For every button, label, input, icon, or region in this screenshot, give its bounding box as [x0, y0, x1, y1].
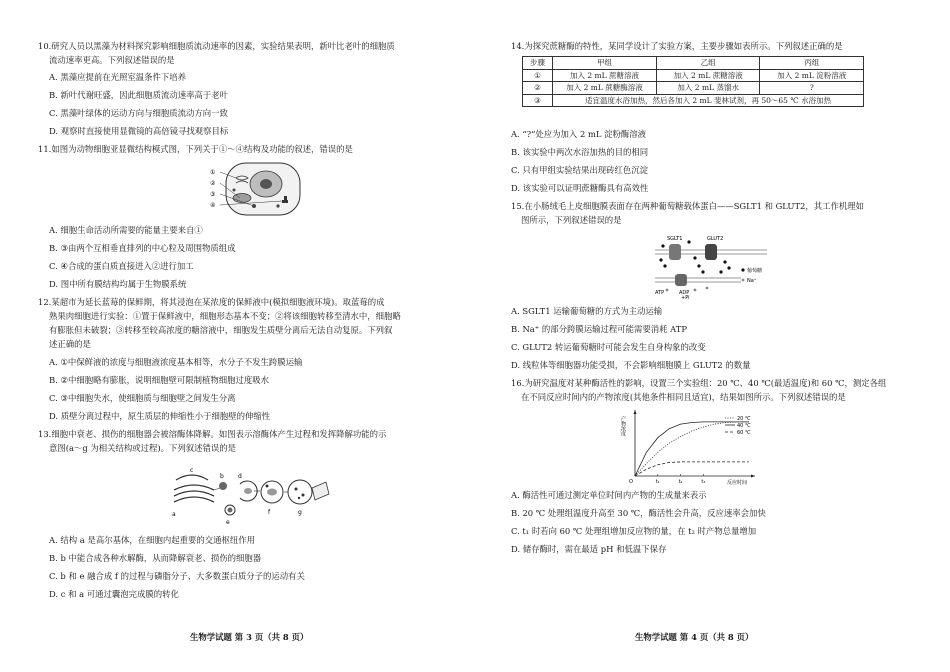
q12-stem-line-1: 12.某超市为延长蓝莓的保鲜期，将其浸泡在某浓度的保鲜液中(模拟细胞液环境)。取蓝莓的成: [38, 297, 385, 307]
table-row: [523, 82, 864, 95]
q14-stem: 14.为探究蔗糖酶的特性，某同学设计了实验方案，主要步骤如表所示。下列叙述正确的是: [511, 41, 843, 51]
lysosome-figure: [168, 460, 334, 526]
table-cell: 加入 2 mL 淀粉溶液: [760, 69, 864, 82]
table-merged-cell: 适宜温度水浴加热，然后各加入 2 mL 斐林试剂，再 50～65 ℃ 水浴加热: [553, 94, 864, 107]
q16-option-d: D. 储存酶时，需在最适 pH 和低温下保存: [511, 544, 667, 554]
page-footer-left: 生物学试题 第 3 页（共 8 页）: [190, 632, 309, 642]
table-cell: 加入 2 mL 蔗糖酶溶液: [553, 82, 657, 95]
q13-label-b: b: [220, 473, 224, 480]
legend-na-label: Na⁺: [747, 278, 757, 284]
chart-legend-label: 40 ℃: [737, 423, 751, 429]
q14-option-d: D. 该实验可以证明蔗糖酶具有高效性: [511, 183, 649, 193]
q16-product-concentration-chart: [621, 406, 761, 486]
table-cell: 加入 2 mL 蔗糖溶液: [553, 69, 657, 82]
q15-option-c: C. GLUT2 转运葡萄糖时可能会发生自身构象的改变: [511, 342, 706, 352]
atp-label: ATP: [655, 290, 665, 296]
q13-label-c: c: [190, 467, 194, 474]
q13-label-f: f: [268, 509, 271, 516]
table-cell: ③: [523, 94, 553, 107]
pi-label: +Pi: [681, 295, 690, 301]
q11-stem: 11.如图为动物细胞亚显微结构模式图，下列关于①～④结构及功能的叙述，错误的是: [38, 144, 353, 154]
q16-option-a: A. 酶活性可通过测定单位时间内产物的生成量来表示: [511, 490, 707, 500]
q15-stem-line-1: 15.在小肠绒毛上皮细胞膜表面存在两种葡萄糖载体蛋白——SGLT1 和 GLUT2，其工作机理如: [511, 201, 865, 211]
q10-option-b: B. 新叶代谢旺盛，因此细胞质流动速率高于老叶: [49, 90, 228, 100]
q16-option-c: C. t₁ 时若向 60 ℃ 处理组增加反应物的量，在 t₂ 时产物总量增加: [511, 526, 757, 536]
q13-label-g: g: [298, 509, 302, 516]
table-row: [523, 94, 864, 107]
q11-label-4: ④: [210, 202, 216, 209]
q10-option-c: C. 黑藻叶绿体的运动方向与细胞质流动方向一致: [49, 108, 228, 118]
q14-option-c: C. 只有甲组实验结果出现砖红色沉淀: [511, 165, 649, 175]
q15-option-b: B. Na⁺ 的部分跨膜运输过程可能需要消耗 ATP: [511, 324, 687, 334]
chart-series-line: [635, 422, 749, 476]
q14-option-a: A. “?”处应为加入 2 mL 淀粉酶溶液: [511, 129, 646, 139]
q15-stem-line-2: 图所示，下列叙述错误的是: [521, 215, 622, 225]
table-cell: ②: [523, 82, 553, 95]
q10-stem-line-1: 10.研究人员以黑藻为材料探究影响细胞质流动速率的因素，实验结果表明，新叶比老叶的细胞质: [38, 41, 395, 51]
q12-option-c: C. ③中细胞失水，使细胞质与细胞壁之间发生分离: [49, 393, 236, 403]
q13-label-a: a: [172, 511, 176, 518]
chart-y-label: 产物浓度: [620, 416, 626, 436]
glut2-label: GLUT2: [707, 236, 724, 242]
table-cell: ?: [760, 82, 864, 95]
chart-x-tick-label: t₃: [701, 479, 706, 485]
q13-label-e: e: [226, 519, 230, 526]
q12-stem-line-2: 熟果肉细胞进行实验：①置于保鲜液中，细胞形态基本不变；②将该细胞转移至清水中，细胞略: [49, 311, 401, 321]
sglt1-protein: [669, 244, 681, 260]
table-cell: 加入 2 mL 蒸馏水: [656, 82, 760, 95]
animal-cell-figure: [208, 158, 304, 218]
chart-series-line: [635, 462, 749, 476]
table-header-cell: 丙组: [760, 57, 864, 70]
glut2-protein: [705, 244, 717, 260]
table-cell: ①: [523, 69, 553, 82]
q12-option-d: D. 质壁分离过程中，原生质层的伸缩性小于细胞壁的伸缩性: [49, 411, 271, 421]
chart-legend-label: 60 ℃: [737, 430, 751, 436]
q13-option-b: B. b 中能合成各种水解酶，从而降解衰老、损伤的细胞器: [49, 553, 262, 563]
q11-label-1: ①: [210, 169, 216, 176]
table-header-row: [523, 57, 864, 70]
q11-option-d: D. 图中所有膜结构均属于生物膜系统: [49, 279, 187, 289]
table-cell: 加入 2 mL 蔗糖溶液: [656, 69, 760, 82]
page-footer-right: 生物学试题 第 4 页（共 8 页）: [635, 632, 754, 642]
q16-option-b: B. 20 ℃ 处理组温度升高至 30 ℃，酶活性会升高，反应速率会加快: [511, 508, 766, 518]
chart-origin-label: O: [629, 479, 633, 485]
lysosome-shape: [219, 482, 227, 490]
table-header-cell: 乙组: [656, 57, 760, 70]
q11-option-a: A. 细胞生命活动所需要的能量主要来自①: [49, 225, 203, 235]
q12-option-b: B. ②中细胞略有膨胀，说明细胞壁可限制植物细胞过度吸水: [49, 375, 269, 385]
legend-glucose-marker: [741, 268, 744, 271]
chart-series-line: [635, 422, 749, 476]
chart-legend-label: 20 ℃: [737, 416, 751, 422]
chart-x-tick-label: t₁: [655, 479, 660, 485]
q15-option-d: D. 线粒体等细胞器功能受损，不会影响细胞膜上 GLUT2 的数量: [511, 360, 751, 370]
q11-option-c: C. ④合成的蛋白质直接进入②进行加工: [49, 261, 194, 271]
page-4: [475, 0, 950, 672]
q12-stem-line-4: 述正确的是: [49, 339, 91, 349]
legend-na-marker: [742, 279, 745, 282]
q13-label-d: d: [238, 473, 242, 480]
q14-experiment-table: [522, 56, 864, 107]
q13-option-c: C. b 和 e 融合成 f 的过程与磷脂分子、大多数蛋白质分子的运动有关: [49, 571, 305, 581]
q15-option-a: A. SGLT1 运输葡萄糖的方式为主动运输: [511, 306, 663, 316]
q10-option-a: A. 黑藻应提前在光照室温条件下培养: [49, 72, 186, 82]
table-row: [523, 69, 864, 82]
glucose-transporter-figure: [655, 232, 767, 300]
table-header-cell: 甲组: [553, 57, 657, 70]
q16-stem-line-1: 16.为研究温度对某种酶活性的影响，设置三个实验组：20 ℃、40 ℃(最适温度)和 60 ℃，测定各组: [511, 378, 887, 388]
q13-stem-line-1: 13.细胞中衰老、损伤的细胞器会被溶酶体降解。如图表示溶酶体产生过程和发挥降解功能的示: [38, 429, 387, 439]
q14-option-b: B. 该实验中两次水浴加热的目的相同: [511, 147, 649, 157]
q12-option-a: A. ①中保鲜液的浓度与细胞液浓度基本相等，水分子不发生跨膜运输: [49, 357, 303, 367]
chart-x-label: 反应时间: [727, 480, 748, 486]
sglt1-label: SGLT1: [667, 236, 683, 242]
q11-option-b: B. ③由两个互相垂直排列的中心粒及周围物质组成: [49, 243, 236, 253]
q13-stem-line-2: 意图(a～g 为相关结构或过程)。下列叙述错误的是: [49, 443, 237, 453]
q11-label-2: ②: [210, 180, 216, 187]
q13-option-d: D. c 和 a 可通过囊泡完成膜的转化: [49, 589, 179, 599]
legend-glucose-label: 葡萄糖: [747, 268, 763, 274]
table-header-cell: 步骤: [523, 57, 553, 70]
q10-option-d: D. 观察时直接使用显微镜的高倍镜寻找观察目标: [49, 126, 229, 136]
q10-stem-line-2: 流动速率更高。下列叙述错误的是: [49, 55, 175, 65]
q13-option-a: A. 结构 a 是高尔基体，在细胞内起重要的交通枢纽作用: [49, 535, 255, 545]
q16-stem-line-2: 在不同反应时间内的产物浓度(其他条件相同且适宜)，结果如图所示。下列叙述错误的是: [521, 392, 846, 402]
q11-label-3: ③: [210, 191, 216, 198]
chart-x-tick-label: t₂: [678, 479, 683, 485]
q12-stem-line-3: 有膨胀但未破裂；③转移至较高浓度的糖溶液中，细胞发生质壁分离后无法自动复原。下列叙: [49, 325, 393, 335]
adp-label: ADP: [679, 290, 690, 296]
